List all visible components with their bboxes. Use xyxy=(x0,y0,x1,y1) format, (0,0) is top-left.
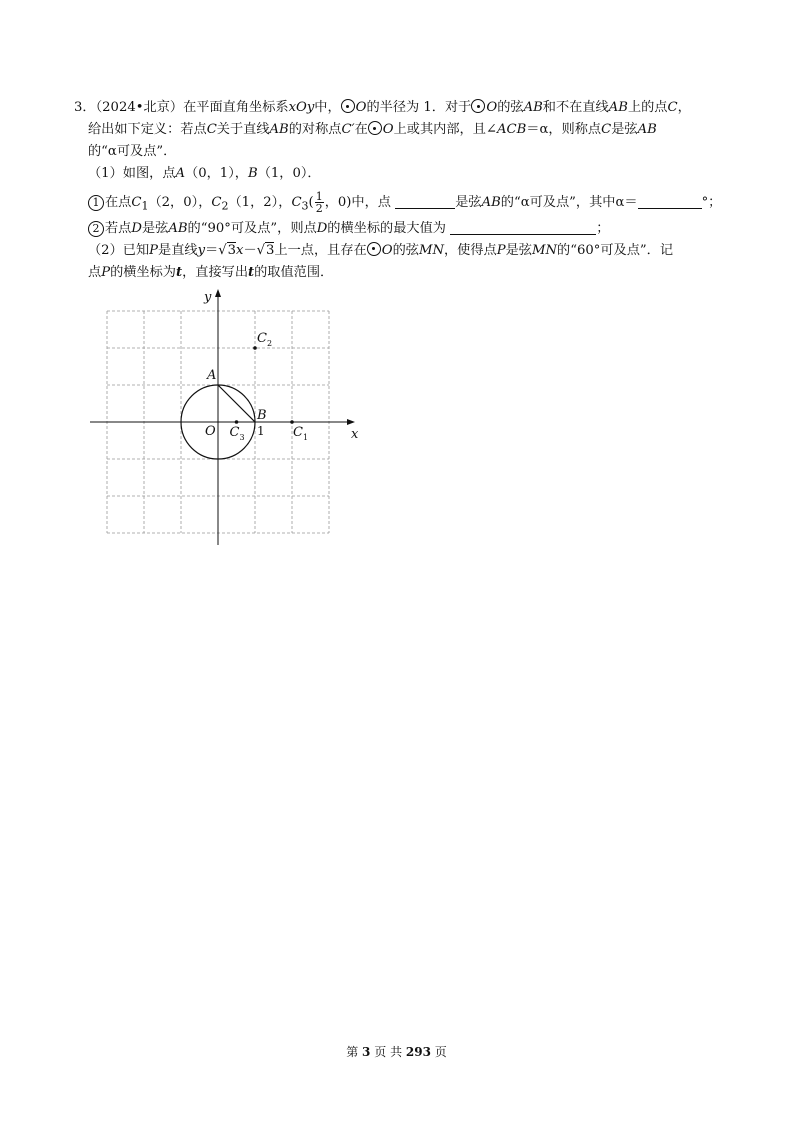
subscript: 1 xyxy=(141,199,149,213)
axes xyxy=(90,289,355,545)
var-o: O xyxy=(355,100,367,115)
var-ab: AB xyxy=(608,100,628,115)
answer-blank-max[interactable] xyxy=(450,220,596,235)
point-c3-label: $C_3$ xyxy=(229,425,245,442)
text: 的“60°可及点”．记 xyxy=(557,242,674,258)
point-c1 xyxy=(290,420,294,424)
figure-labels xyxy=(203,290,358,442)
problem-source: （2024•北京） xyxy=(95,100,184,115)
point-b-label: B xyxy=(257,408,267,423)
var-a: A xyxy=(175,166,186,181)
circled-number-1: 1 xyxy=(88,195,104,211)
figure-shapes xyxy=(181,346,294,459)
var-c: C xyxy=(601,122,612,137)
text: （1，2）， xyxy=(228,195,292,210)
text: °； xyxy=(701,195,722,210)
answer-blank-point[interactable] xyxy=(395,194,455,209)
circled-number-2: 2 xyxy=(88,221,104,237)
tick-label-one: 1 xyxy=(257,424,265,438)
page-footer xyxy=(0,1043,793,1060)
point-c3 xyxy=(235,420,239,424)
var-xoy: xOy xyxy=(288,100,315,115)
total-pages: 293 xyxy=(405,1045,431,1059)
var-d: D xyxy=(131,220,142,236)
var-p: P xyxy=(496,242,506,258)
text: ； xyxy=(596,220,610,236)
page-number: 3 xyxy=(362,1045,371,1059)
var-o: O xyxy=(486,100,498,115)
x-axis-arrow-icon xyxy=(347,419,355,425)
line-equation: y＝√3x－√3 xyxy=(197,242,275,258)
var-mn: MN xyxy=(531,242,558,258)
text: 若点 xyxy=(105,220,132,236)
var-c: C xyxy=(131,195,142,210)
var-y: y xyxy=(197,242,206,258)
text: （0，1）， xyxy=(185,166,248,181)
text: 和不在直线 xyxy=(542,100,609,115)
footer-text: 共 xyxy=(390,1045,403,1059)
text: 的横坐标为 xyxy=(110,264,176,280)
coordinate-plane xyxy=(88,287,358,549)
subscript: 3 xyxy=(301,199,309,213)
text: 的半径为 1．对于 xyxy=(366,100,472,115)
var-ab: AB xyxy=(168,220,188,236)
origin-label: O xyxy=(205,424,216,439)
var-p: P xyxy=(149,242,159,258)
y-axis-label: y xyxy=(204,290,212,305)
text: 的弦 xyxy=(497,100,524,115)
part-1-line xyxy=(74,163,734,185)
fraction-one-half xyxy=(315,191,324,214)
var-mn: MN xyxy=(418,242,444,258)
point-c2 xyxy=(253,346,257,350)
text: 上的点 xyxy=(627,100,668,115)
text: 的“α可及点”，其中α＝ xyxy=(500,195,638,210)
text: 关于直线 xyxy=(216,122,270,137)
var-d: D xyxy=(316,220,328,236)
text: ，使得点 xyxy=(443,242,497,258)
var-c: C xyxy=(211,195,222,210)
point-c1-label: $C_1$ xyxy=(293,425,309,442)
var-t: t xyxy=(248,264,255,280)
coordinate-figure xyxy=(88,287,358,553)
var-c-prime: C′ xyxy=(341,122,355,137)
sub-question-1: 1 在点$C_1(2$，0），$C_2(1$，2），$C_3$( $\frac{1}{2}$ ，0)中，点 是弦AB的“α可及点”，其中α＝ °； xyxy=(74,191,734,218)
var-ab: AB xyxy=(269,122,289,137)
fraction-denominator: 2 xyxy=(315,202,323,215)
fraction-numerator: 1 xyxy=(315,190,323,203)
part-2-line-2 xyxy=(74,262,734,284)
text: 给出如下定义：若点 xyxy=(88,122,207,137)
text: ＝α，则称点 xyxy=(526,122,602,137)
text: ，0)中，点 xyxy=(324,195,391,210)
var-c: C xyxy=(291,195,302,210)
footer-text: 页 xyxy=(374,1045,387,1059)
text: 是弦 xyxy=(505,242,532,258)
var-c: C xyxy=(206,122,217,137)
text: ＝ xyxy=(205,242,219,258)
text: 上一点，且存在 xyxy=(274,242,367,258)
text: 在平面直角坐标系 xyxy=(183,100,289,115)
text: 在 xyxy=(354,122,368,137)
text: 的取值范围． xyxy=(254,264,334,280)
text: 的横坐标的最大值为 xyxy=(327,220,446,236)
sqrt-radicand: 3 xyxy=(266,242,275,258)
text: 的对称点 xyxy=(288,122,342,137)
text: （1，0）． xyxy=(257,166,321,181)
sqrt-radicand: 3 xyxy=(227,242,237,258)
var-ab: AB xyxy=(523,100,543,115)
problem-line-3: 的“α可及点”． xyxy=(88,144,177,159)
circle-dot-symbol xyxy=(367,242,381,256)
problem-line-2 xyxy=(74,119,734,141)
subscript: 2 xyxy=(221,199,229,213)
var-acb: ACB xyxy=(496,122,527,137)
footer-text: 第 xyxy=(346,1045,359,1059)
var-o: O xyxy=(381,242,393,258)
text: 在点 xyxy=(105,195,132,210)
circle-dot-symbol xyxy=(341,99,355,113)
text: 是直线 xyxy=(158,242,198,258)
text: － xyxy=(243,242,257,258)
text: 中， xyxy=(314,100,341,115)
circle-dot-symbol xyxy=(368,121,382,135)
var-t: t xyxy=(176,264,183,280)
text: 的“90°可及点”，则点 xyxy=(187,220,317,236)
text: ，直接写出 xyxy=(182,264,249,280)
text: 是弦 xyxy=(455,195,482,210)
text: （2，0）， xyxy=(148,195,212,210)
text: 上或其内部，且∠ xyxy=(393,122,497,137)
var-x: x xyxy=(236,242,244,258)
text: 的弦 xyxy=(392,242,419,258)
part-2-line xyxy=(74,240,734,262)
problem-number: 3． xyxy=(74,100,96,115)
problem-line-1 xyxy=(74,97,734,119)
var-p: P xyxy=(101,264,111,280)
y-axis-arrow-icon xyxy=(215,289,221,297)
x-axis-label: x xyxy=(351,427,358,442)
text: ， xyxy=(677,100,691,115)
point-c2-label: $C_2$ xyxy=(257,331,273,348)
var-o: O xyxy=(382,122,394,137)
text: （1）如图，点 xyxy=(88,166,176,181)
text: （2）已知 xyxy=(88,242,150,258)
var-ab: AB xyxy=(481,195,501,210)
text: 点 xyxy=(88,264,102,280)
text: 是弦 xyxy=(611,122,638,137)
var-c: C xyxy=(667,100,678,115)
var-ab: AB xyxy=(637,122,657,137)
point-a-label: A xyxy=(207,368,217,383)
footer-text: 页 xyxy=(434,1045,447,1059)
sub-question-2 xyxy=(74,218,734,240)
text: 是弦 xyxy=(141,220,169,236)
problem-3 xyxy=(74,97,734,284)
var-b: B xyxy=(247,166,258,181)
circle-dot-symbol xyxy=(471,99,485,113)
answer-blank-alpha[interactable] xyxy=(638,194,702,209)
